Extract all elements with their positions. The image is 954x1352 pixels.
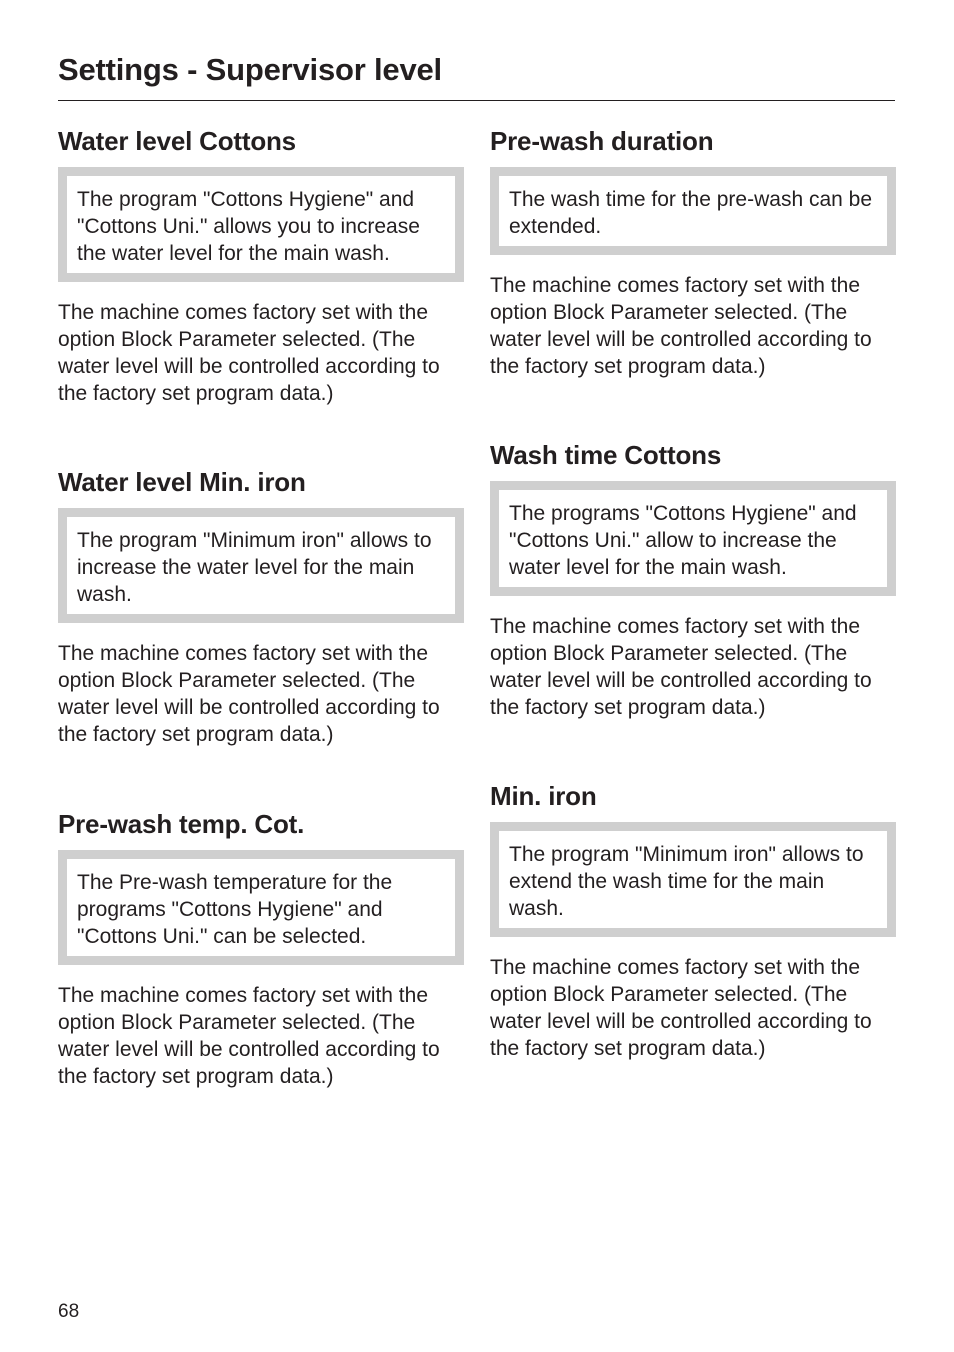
note-box <box>490 822 896 937</box>
body-text: The machine comes factory set with the option Block Parameter selected. (The water level will be controlled according to the factory set program data.) <box>490 615 872 719</box>
note-text: The program "Minimum iron" allows to increase the water level for the main wash. <box>77 529 432 606</box>
section-water-level-cottons <box>58 125 464 407</box>
note-text: The Pre-wash temperature for the programs "Cottons Hygiene" and "Cottons Uni." can be selected. <box>77 871 393 948</box>
section-heading: Pre-wash temp. Cot. <box>58 809 305 839</box>
title-divider <box>58 100 895 101</box>
note-box <box>490 167 896 255</box>
note-text: The wash time for the pre-wash can be extended. <box>509 188 873 238</box>
body-text: The machine comes factory set with the option Block Parameter selected. (The water level will be controlled according to the factory set program data.) <box>58 984 440 1088</box>
page-number: 68 <box>58 1301 80 1322</box>
note-text: The program "Cottons Hygiene" and "Cottons Uni." allows you to increase the water level for the main wash. <box>77 188 420 265</box>
section-heading: Water level Min. iron <box>58 467 306 497</box>
section-heading: Pre-wash duration <box>490 126 714 156</box>
section-heading: Water level Cottons <box>58 126 296 156</box>
section-pre-wash-duration <box>490 125 896 380</box>
note-box <box>58 167 464 282</box>
note-text: The program "Minimum iron" allows to extend the wash time for the main wash. <box>509 843 864 920</box>
section-heading: Min. iron <box>490 781 597 811</box>
note-box <box>58 850 464 965</box>
note-box <box>58 508 464 623</box>
section-pre-wash-temp-cot <box>58 808 464 1090</box>
body-text: The machine comes factory set with the option Block Parameter selected. (The water level will be controlled according to the factory set program data.) <box>490 956 872 1060</box>
note-text: The programs "Cottons Hygiene" and "Cottons Uni." allow to increase the water level for the main wash. <box>509 502 857 579</box>
section-heading: Wash time Cottons <box>490 440 722 470</box>
section-min-iron <box>490 780 896 1062</box>
body-text: The machine comes factory set with the option Block Parameter selected. (The water level will be controlled according to the factory set program data.) <box>58 301 440 405</box>
section-wash-time-cottons <box>490 439 896 721</box>
body-text: The machine comes factory set with the option Block Parameter selected. (The water level will be controlled according to the factory set program data.) <box>58 642 440 746</box>
page-title: Settings - Supervisor level <box>58 52 442 87</box>
note-box <box>490 481 896 596</box>
section-water-level-min-iron <box>58 466 464 748</box>
body-text: The machine comes factory set with the option Block Parameter selected. (The water level will be controlled according to the factory set program data.) <box>490 274 872 378</box>
